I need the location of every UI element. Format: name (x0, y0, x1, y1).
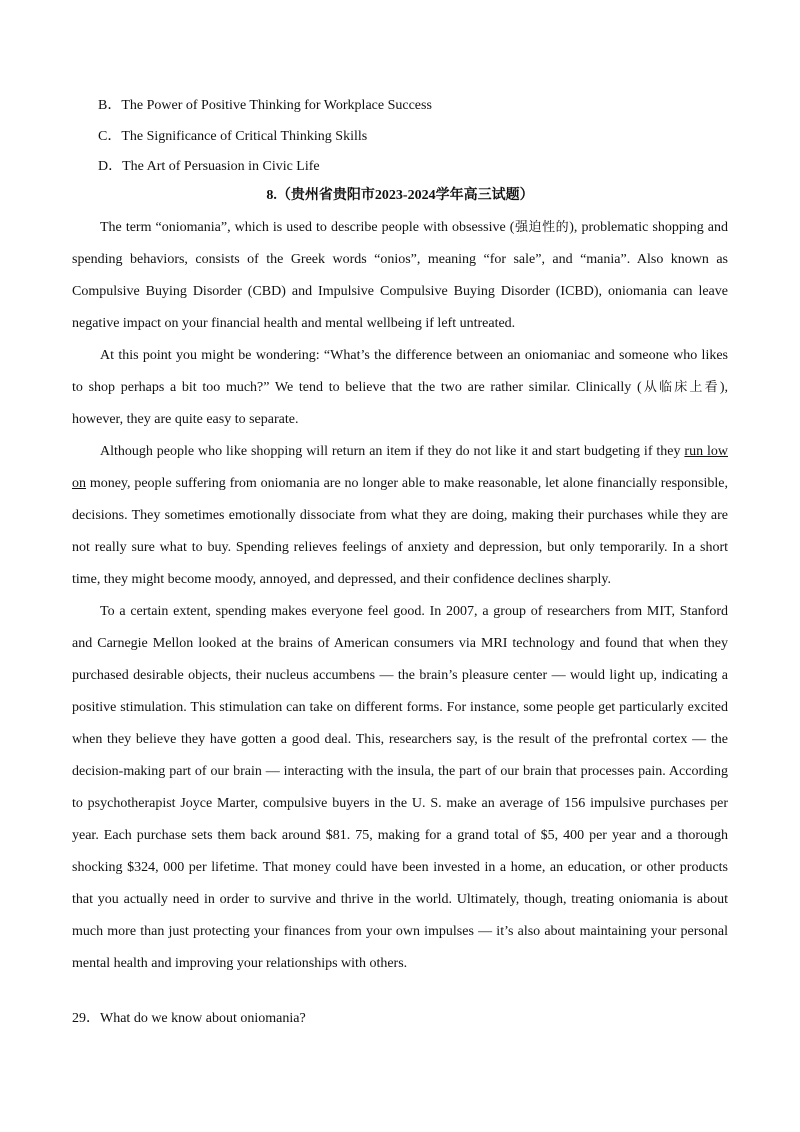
paragraph-4: To a certain extent, spending makes everyone feel good. In 2007, a group of researchers from MIT, Stanford and Carnegie Mellon looked at the brains of American consumers via MRI technology and found that when they purchased desirable objects, their nucleus accumbens — the brain’s pleasure center — would light up, indicating a positive stimulation. This stimulation can take on different forms. For instance, some people get particularly excited when they believe they have gotten a good deal. This, researchers say, is the result of the prefrontal cortex — the decision-making part of our brain — interacting with the insula, the part of our brain that processes pain. According to psychotherapist Joyce Marter, compulsive buyers in the U. S. make an average of 156 impulsive purchases per year. Each purchase sets them back around $81. 75, making for a grand total of $5, 400 per year and a thorough shocking $324, 000 per lifetime. That money could have been invested in a home, an education, or other products that you actually need in order to survive and thrive in the world. Ultimately, though, treating oniomania is about much more than just protecting your finances from your own impulses — it’s also about maintaining your personal mental health and improving your relationships with others. (72, 604, 728, 971)
paragraph-2-gloss: 从临床上看 (641, 380, 720, 395)
paragraph-1 (72, 212, 728, 340)
section-heading: 8.（贵州省贵阳市2023-2024学年高三试题） (266, 188, 534, 203)
reading-passage (72, 212, 728, 980)
paragraph-3-text-b: money, people suffering from oniomania are no longer able to make reasonable, let alone financially responsible, decisions. They sometimes emotionally dissociate from what they are doing, making their purchases while they are not really sure what to buy. Spending relieves feelings of anxiety and depression, but only temporarily. In a short time, they might become moody, annoyed, and depressed, and their confidence declines sharply. (72, 476, 728, 587)
paragraph-1-gloss: 强迫性的 (514, 220, 570, 235)
paragraph-2 (72, 340, 728, 436)
paragraph-2-text-b: ), however, they are quite easy to separate. (72, 380, 728, 427)
option-b: B．The Power of Positive Thinking for Workplace Success (98, 98, 432, 113)
paragraph-1-text-b: ), problematic shopping and spending behaviors, consists of the Greek words “onios”, meaning “for sale”, and “mania”. Also known as Compulsive Buying Disorder (CBD) and Impulsive Compulsive Buying Disorder (ICBD), oniomania can leave negative impact on your financial health and mental wellbeing if left untreated. (72, 220, 728, 331)
question-29: 29．What do we know about oniomania? (72, 1011, 306, 1026)
paragraph-3-text-a: Although people who like shopping will return an item if they do not like it and start budgeting if they (100, 444, 685, 459)
paragraph-2-text-a: At this point you might be wondering: “What’s the difference between an oniomaniac and someone who likes to shop perhaps a bit too much?” We tend to believe that the two are rather similar. Clinically ( (72, 348, 728, 395)
option-d: D．The Art of Persuasion in Civic Life (98, 159, 320, 174)
option-c: C．The Significance of Critical Thinking Skills (98, 129, 368, 144)
paragraph-3 (72, 436, 728, 596)
paragraph-1-text-a: The term “oniomania”, which is used to describe people with obsessive ( (100, 220, 515, 235)
underlined-phrase: run low on (72, 444, 728, 491)
